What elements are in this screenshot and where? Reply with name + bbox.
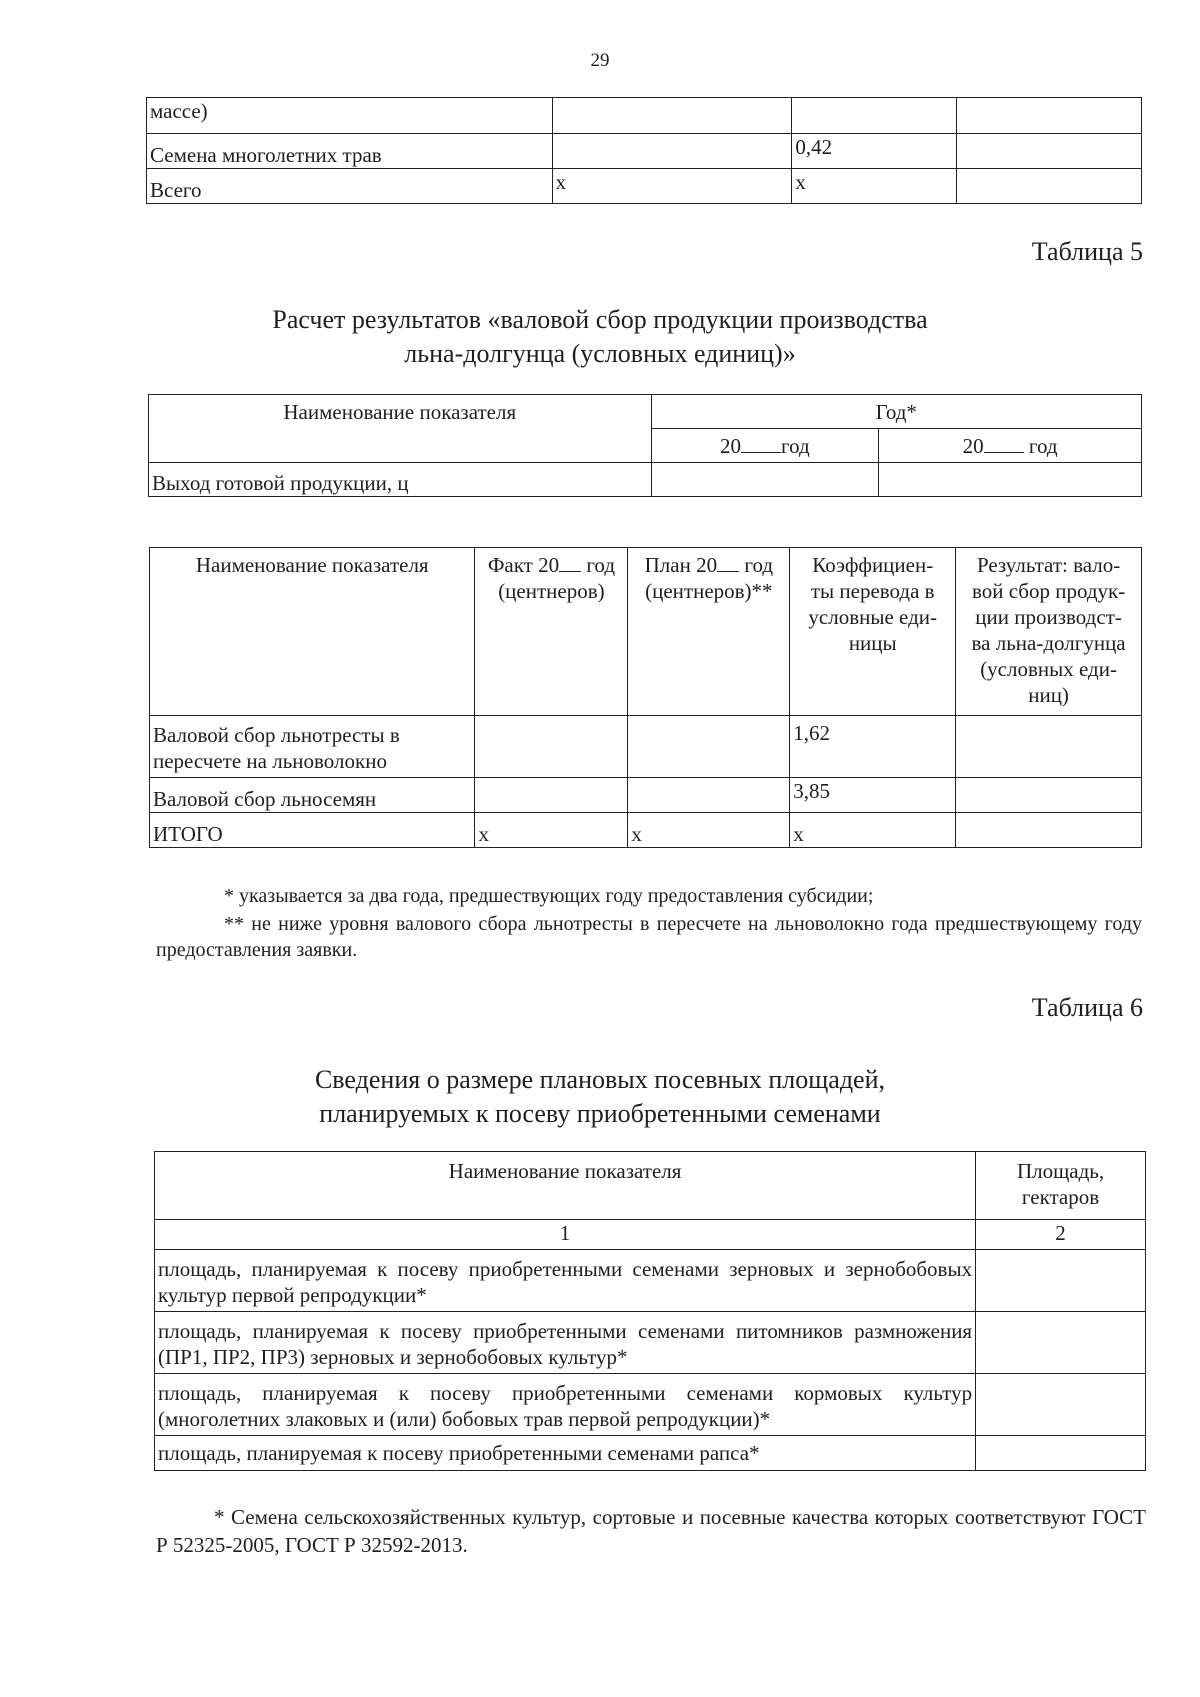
table-cell — [976, 1374, 1146, 1436]
table-cell: 0,42 — [792, 134, 957, 169]
table-cell: x — [475, 813, 628, 848]
table-cell: площадь, планируемая к посеву приобретенными семенами рапса* — [155, 1436, 976, 1471]
table-row — [155, 1220, 1146, 1250]
table-cell — [628, 778, 790, 813]
table-row — [150, 548, 1142, 716]
table-row — [155, 1374, 1146, 1436]
table-cell: Всего — [147, 169, 553, 204]
table-row — [149, 395, 1142, 429]
table-cell: Выход готовой продукции, ц — [149, 463, 652, 497]
table-cell — [956, 716, 1142, 778]
header-cell: Факт 20 год (центнеров) — [475, 548, 628, 716]
table5-title-line2: льна-долгунца (условных единиц)» — [404, 339, 796, 368]
year-suffix: год — [781, 434, 810, 458]
table6-title-line1: Сведения о размере плановых посевных площадей, — [314, 1065, 886, 1094]
table-cell — [628, 716, 790, 778]
table-cell: 3,85 — [790, 778, 956, 813]
table5-title — [0, 303, 1200, 371]
header-cell: Площадь, гектаров — [976, 1152, 1146, 1220]
table-cell: x — [790, 813, 956, 848]
table-cell — [475, 778, 628, 813]
table-row — [149, 463, 1142, 497]
table6-footnote: * Семена сельскохозяйственных культур, сортовые и посевные качества которых соответствуют ГОСТ Р 52325-2005, ГОСТ Р 32592-2013. — [156, 1505, 1146, 1557]
table-row — [150, 813, 1142, 848]
table-row — [155, 1250, 1146, 1312]
year-blank — [984, 434, 1024, 453]
table-cell — [879, 463, 1142, 497]
table-cell — [957, 169, 1142, 204]
table-row — [147, 134, 1142, 169]
table-cell: площадь, планируемая к посеву приобретенными семенами питомников размножения (ПР1, ПР2, ПР3) зерновых и зернобобовых культур* — [155, 1312, 976, 1374]
column-number: 1 — [155, 1220, 976, 1250]
table5-label: Таблица 5 — [1031, 237, 1143, 266]
table-cell — [957, 98, 1142, 134]
table5-year-table — [148, 394, 1142, 497]
table-cell — [976, 1312, 1146, 1374]
table-cell: Валовой сбор льносемян — [150, 778, 475, 813]
table-cell — [651, 463, 879, 497]
header-cell: Наименование показателя — [149, 395, 652, 463]
header-cell: Результат: вало- вой сбор продук- ции производст- ва льна-долгунца (условных еди- ниц) — [956, 548, 1142, 716]
year-blank — [741, 434, 781, 453]
table-row — [155, 1312, 1146, 1374]
table-cell: площадь, планируемая к посеву приобретенными семенами зерновых и зернобобовых культур первой репродукции* — [155, 1250, 976, 1312]
table-cell: x — [552, 169, 792, 204]
year-cell — [651, 429, 879, 463]
table-cell — [976, 1436, 1146, 1471]
table-cell: Валовой сбор льнотресты в пересчете на льноволокно — [150, 716, 475, 778]
column-number: 2 — [976, 1220, 1146, 1250]
year-prefix: 20 — [962, 434, 984, 458]
header-cell: Коэффициен- ты перевода в условные еди- ницы — [790, 548, 956, 716]
table5-footnote1: * указывается за два года, предшествующих году предоставления субсидии; — [224, 885, 874, 907]
table-row — [155, 1436, 1146, 1471]
year-cell — [879, 429, 1142, 463]
table5-footnote2: ** не ниже уровня валового сбора льнотресты в пересчете на льноволокно года предшествующему году предоставления заявки. — [156, 913, 1142, 961]
table-cell — [956, 778, 1142, 813]
year-prefix: 20 — [720, 434, 742, 458]
table-cell — [552, 134, 792, 169]
header-cell: План 20 год (центнеров)** — [628, 548, 790, 716]
table-cell: площадь, планируемая к посеву приобретенными семенами кормовых культур (многолетних злаковых и (или) бобовых трав первой репродукции)* — [155, 1374, 976, 1436]
table6-label: Таблица 6 — [1031, 993, 1143, 1022]
table-cell: Семена многолетних трав — [147, 134, 553, 169]
table-cell — [792, 98, 957, 134]
table-row — [150, 778, 1142, 813]
header-cell: Наименование показателя — [155, 1152, 976, 1220]
table6-table — [154, 1151, 1146, 1471]
table-cell — [475, 716, 628, 778]
header-cell: Наименование показателя — [150, 548, 475, 716]
table5-title-line1: Расчет результатов «валовой сбор продукции производства — [272, 305, 928, 334]
table-cell: x — [628, 813, 790, 848]
table5-main-table — [149, 547, 1142, 848]
table-cell: 1,62 — [790, 716, 956, 778]
table-cell: массе) — [147, 98, 553, 134]
table-row — [147, 169, 1142, 204]
table-cell: x — [792, 169, 957, 204]
table6-title-line2: планируемых к посеву приобретенными семенами — [319, 1099, 881, 1128]
table-cell — [976, 1250, 1146, 1312]
table4-continued — [146, 97, 1142, 204]
table-row — [155, 1152, 1146, 1220]
table-row — [150, 716, 1142, 778]
table6-title — [0, 1063, 1200, 1131]
year-suffix: год — [1028, 434, 1058, 458]
table-row — [147, 98, 1142, 134]
table-cell — [957, 134, 1142, 169]
table-cell — [956, 813, 1142, 848]
header-cell: Год* — [651, 395, 1141, 429]
page-number: 29 — [590, 50, 610, 71]
table-cell — [552, 98, 792, 134]
table-cell: ИТОГО — [150, 813, 475, 848]
